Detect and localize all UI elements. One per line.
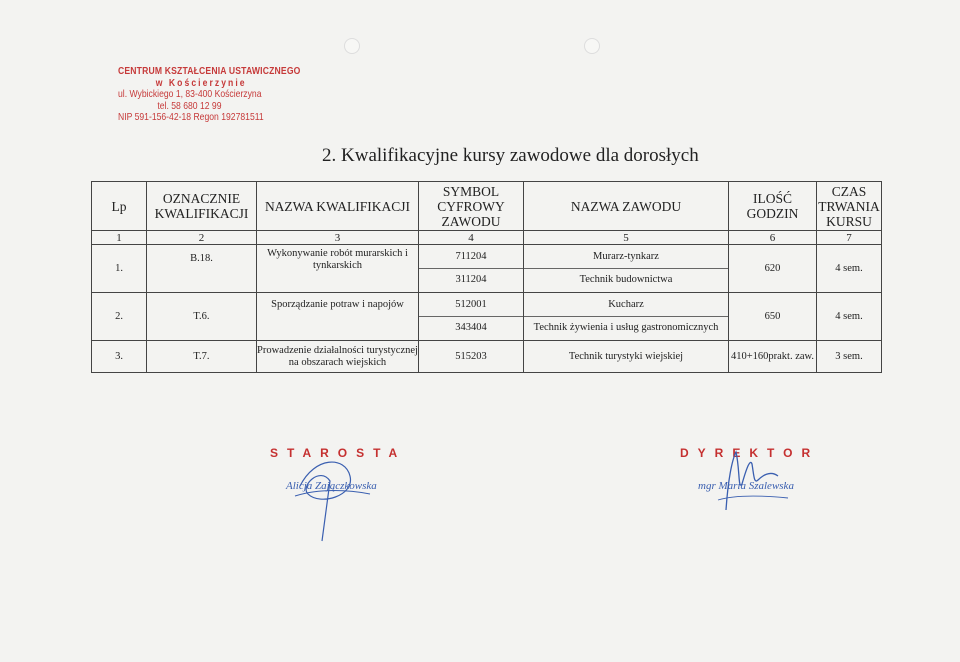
row-symbols [419, 245, 524, 293]
row-duration: 3 sem. [817, 341, 882, 373]
row-lp: 1. [92, 245, 147, 293]
column-number: 5 [524, 231, 729, 245]
symbol-value: 711204 [419, 246, 523, 269]
symbol-value: 311204 [455, 274, 487, 285]
row-symbols [419, 293, 524, 341]
row-lp: 3. [92, 341, 147, 373]
row-professions [524, 245, 729, 293]
header-name: NAZWA KWALIFIKACJI [257, 182, 419, 231]
column-number-row [92, 231, 882, 245]
column-number: 2 [147, 231, 257, 245]
row-lp: 2. [92, 293, 147, 341]
header-hours: ILOŚĆ GODZIN [729, 182, 817, 231]
header-profession: NAZWA ZAWODU [524, 182, 729, 231]
punch-hole-left [344, 38, 360, 54]
stamp-line-4: tel. 58 680 12 99 [157, 99, 222, 112]
row-qualification-name: Prowadzenie działalności turystycznej na obszarach wiejskich [257, 341, 419, 373]
starosta-name: Alicja Zajączkowska [286, 480, 377, 492]
column-number: 7 [817, 231, 882, 245]
stamp-line-1: CENTRUM KSZTAŁCENIA USTAWICZNEGO [118, 65, 301, 77]
row-qualification-name: Sporządzanie potraw i napojów [257, 293, 419, 341]
table-row [92, 245, 882, 293]
profession-value: Technik budownictwa [579, 274, 673, 285]
page-title: 2. Kwalifikacyjne kursy zawodowe dla dorosłych [322, 145, 699, 166]
column-number: 6 [729, 231, 817, 245]
header-duration: CZAS TRWANIA KURSU [818, 183, 880, 229]
row-qualification-name: Wykonywanie robót murarskich i tynkarskich [257, 245, 419, 293]
table-row [92, 293, 882, 341]
row-code: T.6. [147, 293, 257, 341]
table-header-row [92, 182, 882, 231]
starosta-signature [270, 446, 407, 492]
row-duration: 4 sem. [817, 245, 882, 293]
row-hours: 410+160prakt. zaw. [729, 341, 817, 373]
qualifications-table [91, 181, 882, 373]
row-hours: 620 [729, 245, 817, 293]
table-row [92, 341, 882, 373]
dyrektor-title: DYREKTOR [680, 446, 820, 460]
punch-hole-right [584, 38, 600, 54]
column-number: 4 [419, 231, 524, 245]
institution-stamp [118, 66, 301, 124]
row-professions [524, 293, 729, 341]
symbol-value: 343404 [455, 322, 487, 333]
profession-value: Technik turystyki wiejskiej [524, 341, 729, 373]
profession-value: Kucharz [524, 294, 728, 317]
row-code: T.7. [147, 341, 257, 373]
dyrektor-name: mgr Maria Szalewska [698, 480, 794, 492]
header-lp: Lp [92, 182, 147, 231]
row-duration: 4 sem. [817, 293, 882, 341]
stamp-line-3: ul. Wybickiego 1, 83-400 Kościerzyna [118, 88, 262, 100]
header-code: OZNACZNIE KWALIFIKACJI [147, 182, 257, 231]
starosta-title: STAROSTA [270, 446, 407, 460]
stamp-line-2: w Kościerzynie [155, 76, 247, 89]
column-number: 1 [92, 231, 147, 245]
header-symbol: SYMBOL CYFROWY ZAWODU [419, 182, 524, 231]
handwritten-signature-left [260, 446, 390, 546]
handwritten-signature-right [688, 440, 808, 520]
symbol-value: 512001 [419, 294, 523, 317]
column-number: 3 [257, 231, 419, 245]
dyrektor-signature [668, 446, 820, 492]
row-code: B.18. [147, 245, 257, 293]
profession-value: Technik żywienia i usług gastronomicznych [533, 322, 719, 333]
symbol-value: 515203 [419, 341, 524, 373]
profession-value: Murarz-tynkarz [524, 246, 728, 269]
row-hours: 650 [729, 293, 817, 341]
stamp-line-5: NIP 591-156-42-18 Regon 192781511 [118, 111, 264, 123]
